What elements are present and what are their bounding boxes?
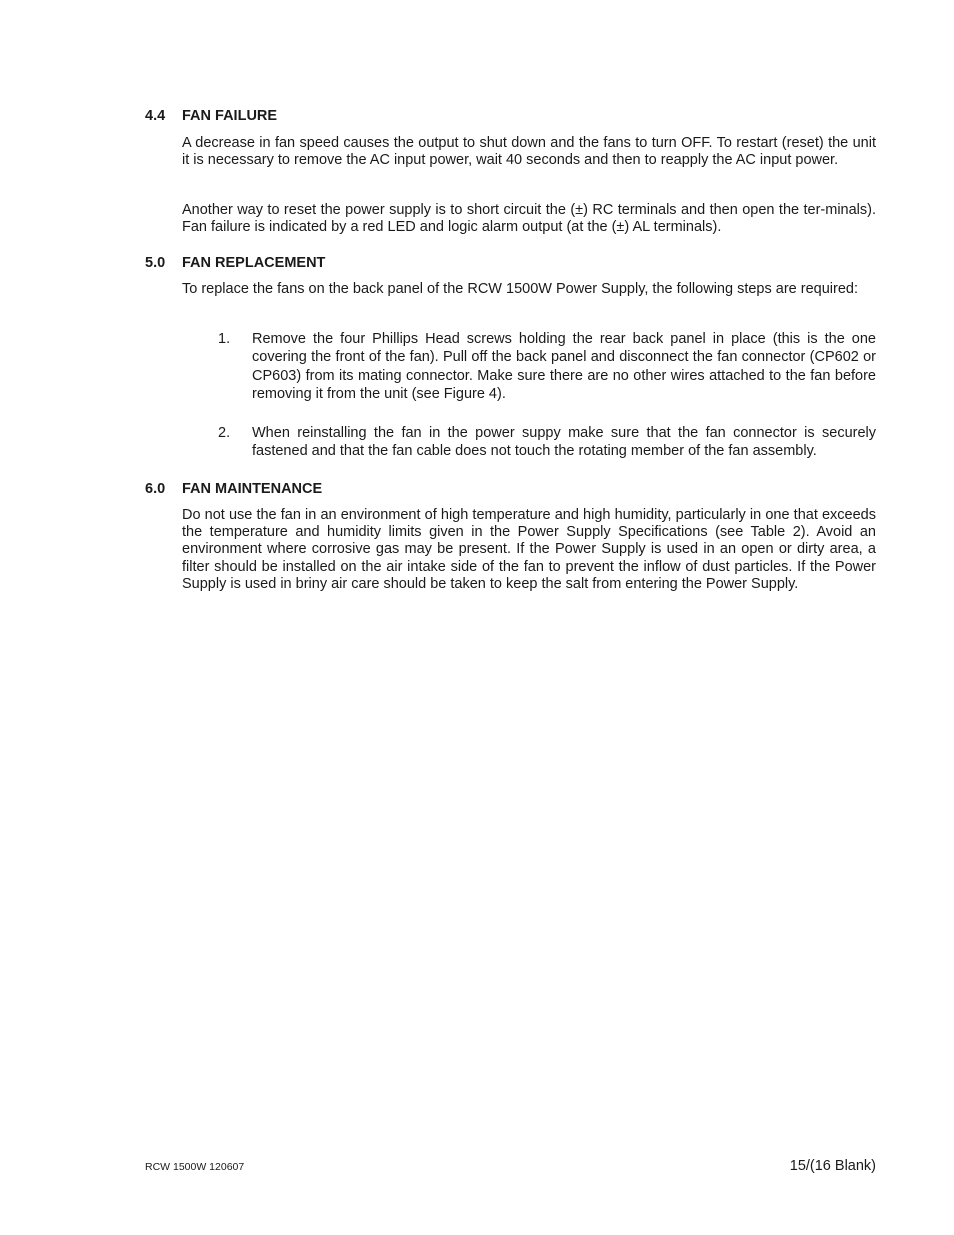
- list-item-text: Remove the four Phillips Head screws holding the rear back panel in place (this is the one covering the front of the fan). Pull off the back panel and disconnect the fan connector (CP602 or CP603) from its mating connector. Make sure there are no other wires attached to the fan before removing it from the unit (see Figure 4).: [252, 331, 876, 402]
- paragraph: A decrease in fan speed causes the output to shut down and the fans to turn OFF. To restart (reset) the unit it is necessary to remove the AC input power, wait 40 seconds and then to reapply the AC input power.: [182, 135, 876, 169]
- list-item-number: 2.: [218, 425, 231, 441]
- section-number: 4.4: [145, 108, 166, 124]
- paragraph: Another way to reset the power supply is to short circuit the (±) RC terminals and then open the ter-minals). Fan failure is indicated by a red LED and logic alarm output (at the (±) AL terminals).: [182, 202, 876, 236]
- page-number: 15/(16 Blank): [789, 1158, 876, 1174]
- paragraph: To replace the fans on the back panel of the RCW 1500W Power Supply, the following steps are required:: [182, 281, 858, 297]
- section-heading-5-0: [145, 255, 325, 272]
- section-title: FAN FAILURE: [182, 108, 278, 124]
- footer-doc-id: RCW 1500W 120607: [145, 1161, 245, 1173]
- section-heading-4-4: [145, 108, 277, 125]
- list-item: [218, 424, 876, 461]
- list-item-text: When reinstalling the fan in the power suppy make sure that the fan connector is securely fastened and that the fan cable does not touch the rotating member of the fan assembly.: [252, 425, 876, 460]
- section-heading-6-0: [145, 481, 322, 498]
- list-item-number: 1.: [218, 331, 231, 347]
- section-number: 5.0: [145, 255, 166, 271]
- section-title: FAN MAINTENANCE: [182, 481, 323, 497]
- list-item: [218, 330, 876, 403]
- section-number: 6.0: [145, 481, 166, 497]
- section-title: FAN REPLACEMENT: [182, 255, 326, 271]
- paragraph: Do not use the fan in an environment of high temperature and high humidity, particularly in one that exceeds the temperature and humidity limits given in the Power Supply Specifications (see Table 2). Avoid an environment where corrosive gas may be present. If the Power Supply is used in an open or dirty area, a filter should be installed on the air intake side of the fan to prevent the inflow of dust particles. If the Power Supply is used in briny air care should be taken to keep the salt from entering the Power Supply.: [182, 507, 876, 592]
